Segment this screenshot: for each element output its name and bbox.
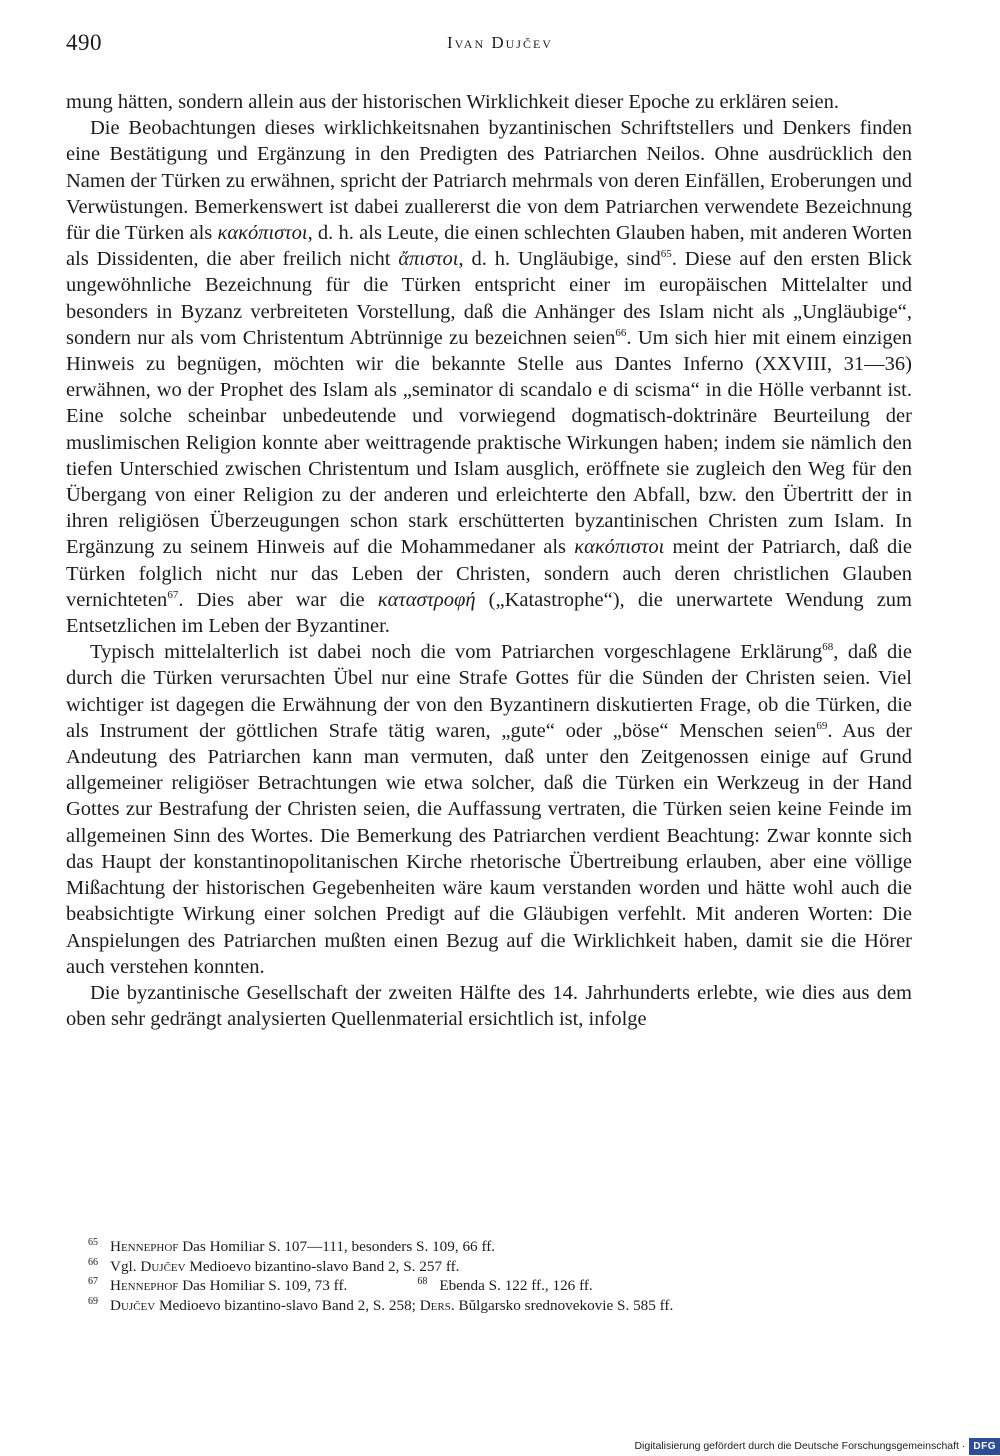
- author-name: Hennephof: [110, 1238, 179, 1255]
- text-run: . Um sich hier mit einem einzigen Hinweis zu begnügen, möchten wir die bekannte Stelle aus Dantes Inferno (XXVIII, 31—36) erwähnen, wo der Prophet des Islam als „seminator di scandalo e di scisma“ in die Hölle verbannt ist. Eine solche scheinbar unbedeutende und vorwiegend dogmatisch-doktrinäre Beurteilung der muslimischen Religion konnte aber weittragende praktische Wirkungen haben; indem sie nämlich den tiefen Unterschied zwischen Christentum und Islam ausglich, eröffnete sie zugleich den Weg für den Übergang von einer Religion zu der anderen und erleichterte den Abfall, bzw. den Übertritt der in ihren religiösen Überzeugungen schon stark erschütterten byzantinischen Christen zum Islam. In Ergänzung zu seinem Hinweis auf die Mohammedaner als: [66, 326, 912, 559]
- paragraph-3: [66, 639, 912, 980]
- paragraph-4: Die byzantinische Gesellschaft der zweiten Hälfte des 14. Jahrhunderts erlebte, wie dies aus dem oben sehr gedrängt analysierten Quellenmaterial ersichtlich ist, infolge: [66, 981, 912, 1031]
- footnote-ref-68[interactable]: 68: [822, 641, 834, 654]
- text-run: , daß die durch die Türken verursachten Übel nur eine Strafe Gottes für die Sünden der Christen seien. Viel wichtiger ist dagegen die Erwähnung der von den Byzantinern diskutierten Frage, ob die Türken, die als Instrument der göttlichen Strafe tätig waren, „gute“ oder „böse“ Menschen seien: [66, 641, 912, 742]
- author-name: Ders.: [419, 1296, 455, 1314]
- footnote-text: Bŭlgarsko srednovekovie S. 585 ff.: [454, 1296, 674, 1314]
- author-name: Dujčev: [140, 1257, 186, 1275]
- dfg-logo: DFG: [969, 1438, 1000, 1455]
- main-text: [66, 89, 912, 1032]
- text-run: , d. h. als Leute, die einen schlechten Glauben haben, mit anderen Worten als Dissidenten, die aber freilich nicht: [66, 222, 912, 271]
- paragraph-2: [66, 115, 912, 639]
- paragraph-1: mung hätten, sondern allein aus der historischen Wirklichkeit dieser Epoche zu erklären seien.: [66, 91, 839, 113]
- footnote-ref-65[interactable]: 65: [660, 248, 672, 261]
- footnote-text: Vgl.: [110, 1257, 141, 1275]
- text-run: Die Beobachtungen dieses wirklichkeitsnahen byzantinischen Schriftstellers und Denkers finden eine Bestätigung und Ergänzung in den Predigten des Patriarchen Neilos. Ohne ausdrücklich den Namen der Türken zu erwähnen, spricht der Patriarch mehrmals von deren Einfällen, Eroberungen und Verwüstungen. Bemerkenswert ist dabei zuallererst die von dem Patriarchen verwendete Bezeichnung für die Türken als: [66, 117, 912, 245]
- author-name: Hennephof: [110, 1277, 179, 1295]
- footnote-66: 66 Vgl. Dujčev Medioevo bizantino-slavo Band 2, S. 257 ff.: [88, 1256, 460, 1275]
- footnote-67-68: 67 Hennephof Das Homiliar S. 109, 73 ff. 68 Ebenda S. 122 ff., 126 ff.: [88, 1276, 593, 1295]
- footnote-ref-69[interactable]: 69: [816, 720, 828, 733]
- footnote-text: Medioevo bizantino-slavo Band 2, S. 257 ff.: [185, 1257, 460, 1275]
- digitization-notice: [634, 1436, 1000, 1456]
- footnote-text: Medioevo bizantino-slavo Band 2, S. 258;: [155, 1296, 420, 1314]
- greek-term: κακόπιστοι: [217, 222, 308, 245]
- footnote-ref-67[interactable]: 67: [167, 589, 179, 602]
- greek-term: ἄπιστοι: [398, 248, 459, 271]
- author-name: Dujčev: [110, 1296, 156, 1314]
- page-number: 490: [66, 30, 102, 55]
- greek-term: κακόπιστοι: [574, 536, 665, 559]
- running-head: Ivan Dujčev: [447, 33, 553, 52]
- footnote-text: Das Homiliar S. 107—111, besonders S. 109, 66 ff.: [178, 1238, 496, 1255]
- footnotes: [88, 1237, 918, 1315]
- text-run: („Katastrophe“), die unerwartete Wendung zum Entsetzlichen im Leben der Byzantiner.: [66, 588, 912, 638]
- text-run: Typisch mittelalterlich ist dabei noch die vom Patriarchen vorgeschlagene Erklärung: [90, 641, 823, 664]
- text-run: . Aus der Andeutung des Patriarchen kann man vermuten, daß unter den Zeitgenossen einige auf Grund allgemeiner religiöser Betrachtungen wie etwa solcher, daß die Türken ein Werkzeug in der Hand Gottes zur Bestrafung der Christen seien, die Auffassung vertraten, die Türken seien keine Feinde im allgemeinen Sinn des Wortes. Die Bemerkung des Patriarchen verdient Beachtung: Zwar konnte sich das Haupt der konstantinopolitanischen Kirche rhetorische Übertreibung erlauben, aber eine völlige Mißachtung der historischen Gegebenheiten wäre kaum verstanden worden und hätte wohl auch die beabsichtigte Wirkung einer solchen Predigt auf die Gläubigen verfehlt. Mit anderen Worten: Die Anspielungen des Patriarchen mußten einen Bezug auf die Wirklichkeit haben, damit sie die Hörer auch verstehen konnten.: [66, 719, 912, 978]
- text-run: meint der Patriarch, daß die Türken folglich nicht nur das Leben der Christen, sondern auch deren christlichen Glauben vernichteten: [66, 536, 912, 611]
- footnote-65: 65 Hennephof Das Homiliar S. 107—111, besonders S. 109, 66 ff.: [88, 1236, 496, 1255]
- footnote-ref-66[interactable]: 66: [615, 327, 627, 339]
- digitization-text: Digitalisierung gefördert durch die Deutsche Forschungsgemeinschaft ·: [634, 1440, 966, 1452]
- footnote-text: Ebenda S. 122 ff., 126 ff.: [439, 1277, 593, 1295]
- text-run: . Diese auf den ersten Blick ungewöhnliche Bezeichnung für die Türken entspricht einer im europäischen Mittelalter und besonders in Byzanz verbreiteten Vorstellung, daß die Anhänger des Islam nicht als „Ungläubige“, sondern nur als vom Christentum Abtrünnige zu bezeichnen seien: [66, 248, 912, 349]
- text-run: , d. h. Ungläubige, sind: [458, 248, 661, 271]
- footnote-69: 69 Dujčev Medioevo bizantino-slavo Band 2, S. 258; Ders. Bŭlgarsko srednovekovie S. 585 ff.: [88, 1295, 674, 1314]
- greek-term: καταστροφή: [377, 588, 476, 611]
- footnote-text: Das Homiliar S. 109, 73 ff.: [178, 1277, 348, 1295]
- text-run: . Dies aber war die: [178, 588, 378, 611]
